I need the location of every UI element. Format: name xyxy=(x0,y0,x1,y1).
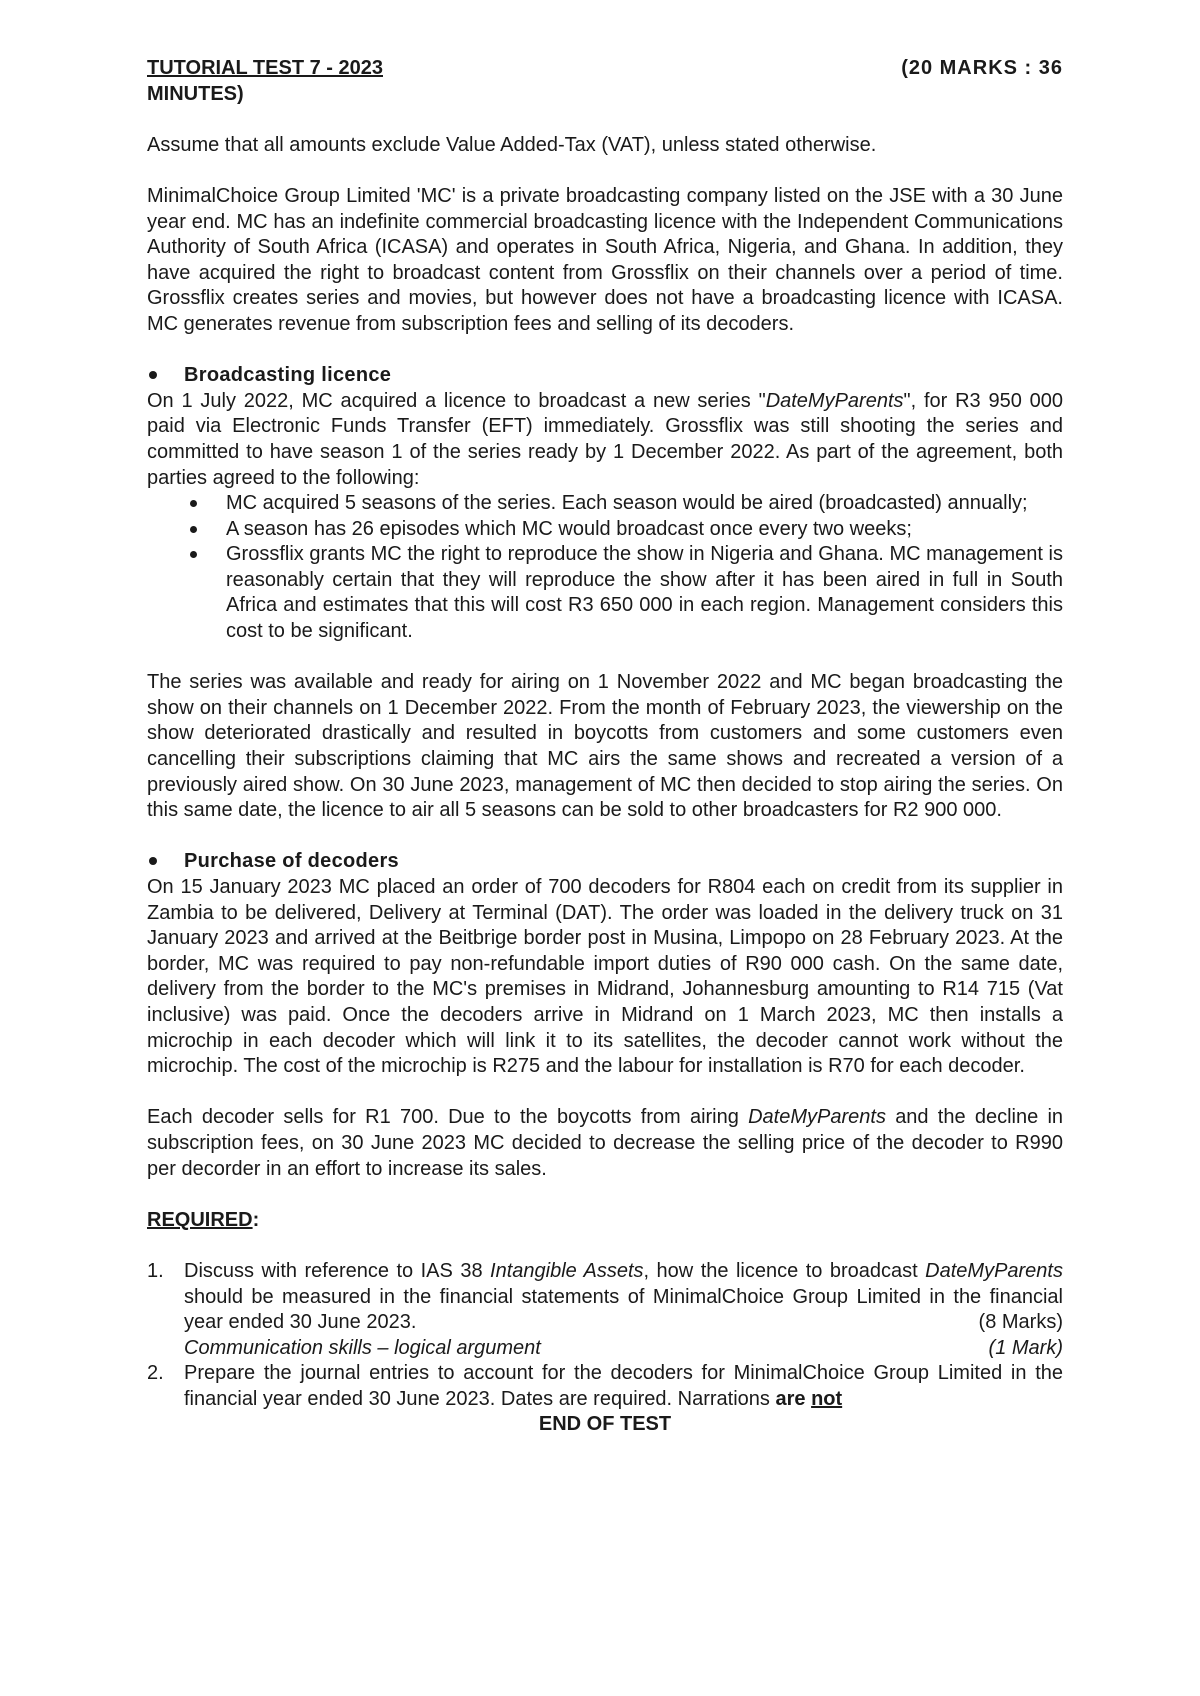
company-paragraph: MinimalChoice Group Limited 'MC' is a private broadcasting company listed on the JSE with a 30 June year end. MC has an indefinite commercial broadcasting licence with the Independent Communications Authority of South Africa (ICASA) and operates in South Africa, Nigeria, and Ghana. In addition, they have acquired the right to broadcast content from Grossflix on their channels over a period of time. Grossflix creates series and movies, but however does not have a broadcasting licence with ICASA. MC generates revenue from subscription fees and selling of its decoders. xyxy=(147,184,1063,335)
test-title: TUTORIAL TEST 7 - 2023 xyxy=(147,57,383,79)
licence-heading-row xyxy=(147,363,1063,389)
licence-heading: Broadcasting licence xyxy=(184,364,392,387)
question-2-text: Prepare the journal entries to account for the decoders for MinimalChoice Group Limited in the financial year ended 30 June 2023. Dates are required. Narrations are not xyxy=(184,1362,1063,1410)
decoders-paragraph-1: On 15 January 2023 MC placed an order of 700 decoders for R804 each on credit from its supplier in Zambia to be delivered, Delivery at Terminal (DAT). The order was loaded in the delivery truck on 31 January 2023 and arrived at the Beitbrige border post in Musina, Limpopo on 28 February 2023. At the border, MC was required to pay non-refundable import duties of R90 000 cash. On the same date, delivery from the border to the MC's premises in Midrand, Johannesburg amounting to R14 715 (Vat inclusive) was paid. Once the decoders arrive in Midrand on 1 March 2023, MC then installs a microchip in each decoder which will link it to its satellites, the decoder cannot work without the microchip. The cost of the microchip is R275 and the labour for installation is R70 for each decoder. xyxy=(147,876,1063,1078)
question-1-marks: (8 Marks) xyxy=(978,1311,1063,1334)
test-marks: (20 MARKS : 36 xyxy=(901,57,1063,79)
vat-note: Assume that all amounts exclude Value Added-Tax (VAT), unless stated otherwise. xyxy=(147,133,877,156)
decoders-paragraph-2: Each decoder sells for R1 700. Due to the boycotts from airing DateMyParents and the decline in subscription fees, on 30 June 2023 MC decided to decrease the selling price of the decoder to R990 per decorder in an effort to increase its sales. xyxy=(147,1106,1064,1180)
test-title-line xyxy=(147,56,1063,82)
bullet-icon xyxy=(190,551,197,558)
licence-paragraph-2: The series was available and ready for airing on 1 November 2022 and MC began broadcasting the show on their channels on 1 December 2022. From the month of February 2023, the viewership on the show deteriorated drastically and resulted in boycotts from customers and some customers even cancelling their subscriptions claiming that MC airs the same shows and recreated a version of a previously aired show. On 30 June 2023, management of MC then decided to stop airing the series. On this same date, the licence to air all 5 seasons can be sold to other broadcasters for R2 900 000. xyxy=(147,671,1063,822)
question-2: 2. Prepare the journal entries to account for the decoders for MinimalChoice Group Limited in the financial year ended 30 June 2023. Dates are required. Narrations are not xyxy=(147,1361,1063,1412)
required-heading: REQUIRED: xyxy=(147,1208,260,1231)
test-page xyxy=(147,56,1063,1438)
licence-paragraph-1: On 1 July 2022, MC acquired a licence to broadcast a new series "DateMyParents", for R3 950 000 paid via Electronic Funds Transfer (EFT) immediately. Grossflix was still shooting the series and committed to have season 1 of the series ready by 1 December 2022. As part of the agreement, both parties agreed to the following: xyxy=(147,389,1063,489)
bullet-icon xyxy=(190,500,197,507)
bullet-icon xyxy=(190,526,197,533)
bullet-icon xyxy=(149,371,157,379)
communication-row: Communication skills – logical argument (1 Mark) xyxy=(184,1336,1063,1359)
agreement-terms-list xyxy=(147,491,1063,645)
question-1-text: Discuss with reference to IAS 38 Intangible Assets, how the licence to broadcast DateMyParents should be measured in the financial statements of MinimalChoice Group Limited in the financial year ended 30 June 2023. (8 Marks) xyxy=(184,1259,1063,1336)
series-name: DateMyParents xyxy=(748,1106,886,1129)
bullet-icon xyxy=(149,857,157,865)
list-item: Grossflix grants MC the right to reproduce the show in Nigeria and Ghana. MC management is reasonably certain that they will reproduce the show after it has been aired in full in South Africa and estimates that this will cost R3 650 000 in each region. Management considers this cost to be significant. xyxy=(147,542,1063,644)
test-duration: MINUTES) xyxy=(147,82,244,105)
list-item: MC acquired 5 seasons of the series. Each season would be aired (broadcasted) annually; xyxy=(147,491,1063,517)
end-of-test: END OF TEST xyxy=(538,1413,672,1436)
decoders-heading: Purchase of decoders xyxy=(184,850,399,873)
series-name: DateMyParents xyxy=(765,389,904,412)
list-item: A season has 26 episodes which MC would broadcast once every two weeks; xyxy=(147,517,1063,543)
questions-list xyxy=(147,1259,1063,1413)
decoders-heading-row xyxy=(147,849,1063,875)
question-1: 1. Discuss with reference to IAS 38 Intangible Assets, how the licence to broadcast DateMyParents should be measured in the financial statements of MinimalChoice Group Limited in the financial year ended 30 June 2023. (8 Marks) Communication skills – logical argument (1 Mark) xyxy=(147,1259,1063,1361)
